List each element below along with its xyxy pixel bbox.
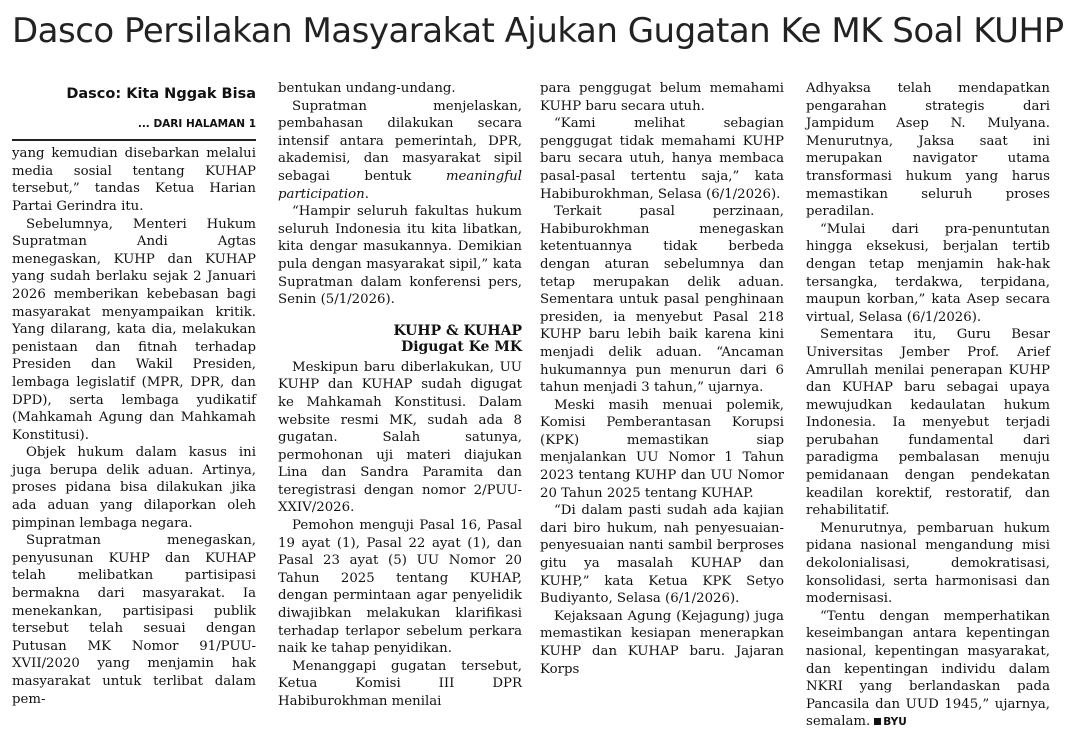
paragraph: Sebelumnya, Menteri Hukum Supratman Andi Agtas menegaskan, KUHP dan KUHAP yang sudah berlaku sejak 2 Januari 2026 memberikan kebebasan bagi masyarakat menyampaikan kritik. Yang dilarang, kata dia, melakukan penistaan dan fitnah terhadap Presiden dan Wakil Presiden, lembaga legislatif (MPR, DPR, dan DPD), serta lembaga yudikatif (Mahkamah Agung dan Mahkamah Konstitusi). bbox=[12, 216, 256, 443]
paragraph-text: Supratman menjelaskan, pembahasan dilakukan secara intensif antara pemerintah, DPR, akademisi, dan masyarakat sipil sebagai bentuk bbox=[278, 98, 522, 184]
paragraph: Terkait pasal perzinaan, Habiburokhman menegaskan ketentuannya tidak berbeda dengan aturan sebelumnya dan tetap merupakan delik aduan. Sementara untuk pasal penghinaan presiden, ia menyebut Pasal 218 KUHP baru lebih baik karena kini menjadi delik aduan. “Ancaman hukumannya pun menurun dari 6 tahun menjadi 3 tahun,” ujarnya. bbox=[540, 204, 784, 396]
paragraph: Pemohon menguji Pasal 16, Pasal 19 ayat (1), Pasal 22 ayat (1), dan Pasal 23 ayat (5) UU Nomor 20 Tahun 2025 tentang KUHAP, dengan permintaan agar penyelidik diwajibkan melakukan klarifikasi terhadap terlapor sebelum perkara naik ke tahap penyidikan. bbox=[278, 518, 522, 657]
paragraph: Supratman menjelaskan, pembahasan dilakukan secara intensif antara pemerintah, DPR, akademisi, dan masyarakat sipil sebagai bentuk meaningful participation. bbox=[278, 98, 522, 202]
article-subhead: Dasco: Kita Nggak Bisa bbox=[66, 86, 256, 102]
paragraph: para penggugat belum memahami KUHP baru secara utuh. bbox=[540, 81, 784, 114]
paragraph: Objek hukum dalam kasus ini juga berupa delik aduan. Artinya, proses pidana bisa dilakukan jika ada aduan yang dilaporkan oleh pimpinan lembaga negara. bbox=[12, 445, 256, 531]
paragraph-text: “Tentu dengan memperhatikan keseimbangan antara kepentingan nasional, kepentingan masyarakat, dan kepentingan individu dalam NKRI yang berlandaskan pada Pancasila dan UUD 1945,” ujarnya, semalam. bbox=[806, 608, 1050, 730]
paragraph: yang kemudian disebarkan melalui media sosial tentang KUHAP tersebut,” tandas Ketua Harian Partai Gerindra itu. bbox=[12, 146, 256, 214]
paragraph: “Hampir seluruh fakultas hukum seluruh Indonesia itu kita libatkan, kita dengar masukannya. Demikian pula dengan masyarakat sipil,” kata Supratman dalam konferensi pers, Senin (5/1/2026). bbox=[278, 204, 522, 308]
paragraph: Menanggapi gugatan tersebut, Ketua Komisi III DPR Habiburokhman menilai bbox=[278, 658, 522, 709]
column-2 bbox=[278, 80, 522, 711]
italic-phrase: meaningful participation bbox=[278, 168, 522, 202]
paragraph: “Kami melihat sebagian penggugat tidak memahami KUHP baru secara utuh, hanya membaca pasal-pasal tertentu saja,” kata Habiburokhman, Selasa (6/1/2026). bbox=[540, 116, 784, 202]
paragraph: “Mulai dari pra-penuntutan hingga eksekusi, berjalan tertib dengan tetap menjamin hak-hak tersangka, terdakwa, terpidana, maupun korban,” kata Asep secara virtual, Selasa (6/1/2026). bbox=[806, 221, 1050, 325]
paragraph: Adhyaksa telah mendapatkan pengarahan strategis dari Jampidum Asep N. Mulyana. Menurutnya, Jaksa saat ini merupakan navigator utama transformasi hukum yang harus memastikan seluruh proses peradilan. bbox=[806, 81, 1050, 220]
column-rule bbox=[12, 139, 256, 141]
continued-from-page: ... DARI HALAMAN 1 bbox=[137, 117, 256, 130]
column-4 bbox=[806, 80, 1050, 732]
column-1 bbox=[12, 84, 256, 708]
byline: BYU bbox=[883, 716, 907, 729]
paragraph: Meski masih menuai polemik, Komisi Pemberantasan Korupsi (KPK) memastikan siap menjalankan UU Nomor 1 Tahun 2023 tentang KUHP dan UU Nomor 20 Tahun 2025 tentang KUHAP. bbox=[540, 397, 784, 501]
paragraph: Sementara itu, Guru Besar Universitas Jember Prof. Arief Amrullah menilai penerapan KUHP dan KUHAP baru sebagai upaya mewujudkan kedaulatan hukum Indonesia. Ia menyebut terjadi perubahan fundamental dari paradigma pembalasan menuju pemidanaan dengan pendekatan keadilan korektif, restoratif, dan rehabilitatif. bbox=[806, 327, 1050, 519]
paragraph bbox=[806, 608, 1050, 732]
article-headline: Dasco Persilakan Masyarakat Ajukan Gugatan Ke MK Soal KUHP bbox=[12, 11, 1064, 51]
paragraph: Kejaksaan Agung (Kejagung) juga memastikan kesiapan menerapkan KUHP dan KUHAP baru. Jajaran Korps bbox=[540, 608, 784, 677]
end-square-icon bbox=[874, 718, 881, 725]
paragraph: Supratman menegaskan, penyusunan KUHP dan KUHAP telah melibatkan partisipasi bermakna dari masyarakat. Ia menekankan, partisipasi publik tersebut telah sesuai dengan Putusan MK Nomor 91/PUU-XVII/2020 yang menjamin hak masyarakat untuk terlibat dalam pem- bbox=[12, 533, 256, 707]
paragraph: Menurutnya, pembaruan hukum pidana nasional mengandung misi dekolonialisasi, demokratisasi, konsolidasi, serta harmonisasi dan modernisasi. bbox=[806, 520, 1050, 607]
paragraph: “Di dalam pasti sudah ada kajian dari biro hukum, nah penyesuaian-penyesuaian nanti sambil berproses gitu ya masalah KUHAP dan KUHP,” kata Ketua KPK Setyo Budiyanto, Selasa (6/1/2026). bbox=[540, 503, 784, 607]
paragraph: Meskipun baru diberlakukan, UU KUHP dan KUHAP sudah digugat ke Mahkamah Konstitusi. Dalam website resmi MK, sudah ada 8 gugatan. Salah satunya, permohonan uji materi diajukan Lina dan Sandra Paramita dan teregistrasi dengan nomor 2/PUU-XXIV/2026. bbox=[278, 359, 522, 516]
column-3 bbox=[540, 80, 784, 678]
section-heading-line-1: KUHP & KUHAP bbox=[393, 322, 522, 339]
section-heading bbox=[278, 323, 522, 355]
paragraph: bentukan undang-undang. bbox=[278, 81, 456, 96]
section-heading-line-2: Digugat Ke MK bbox=[401, 338, 522, 355]
